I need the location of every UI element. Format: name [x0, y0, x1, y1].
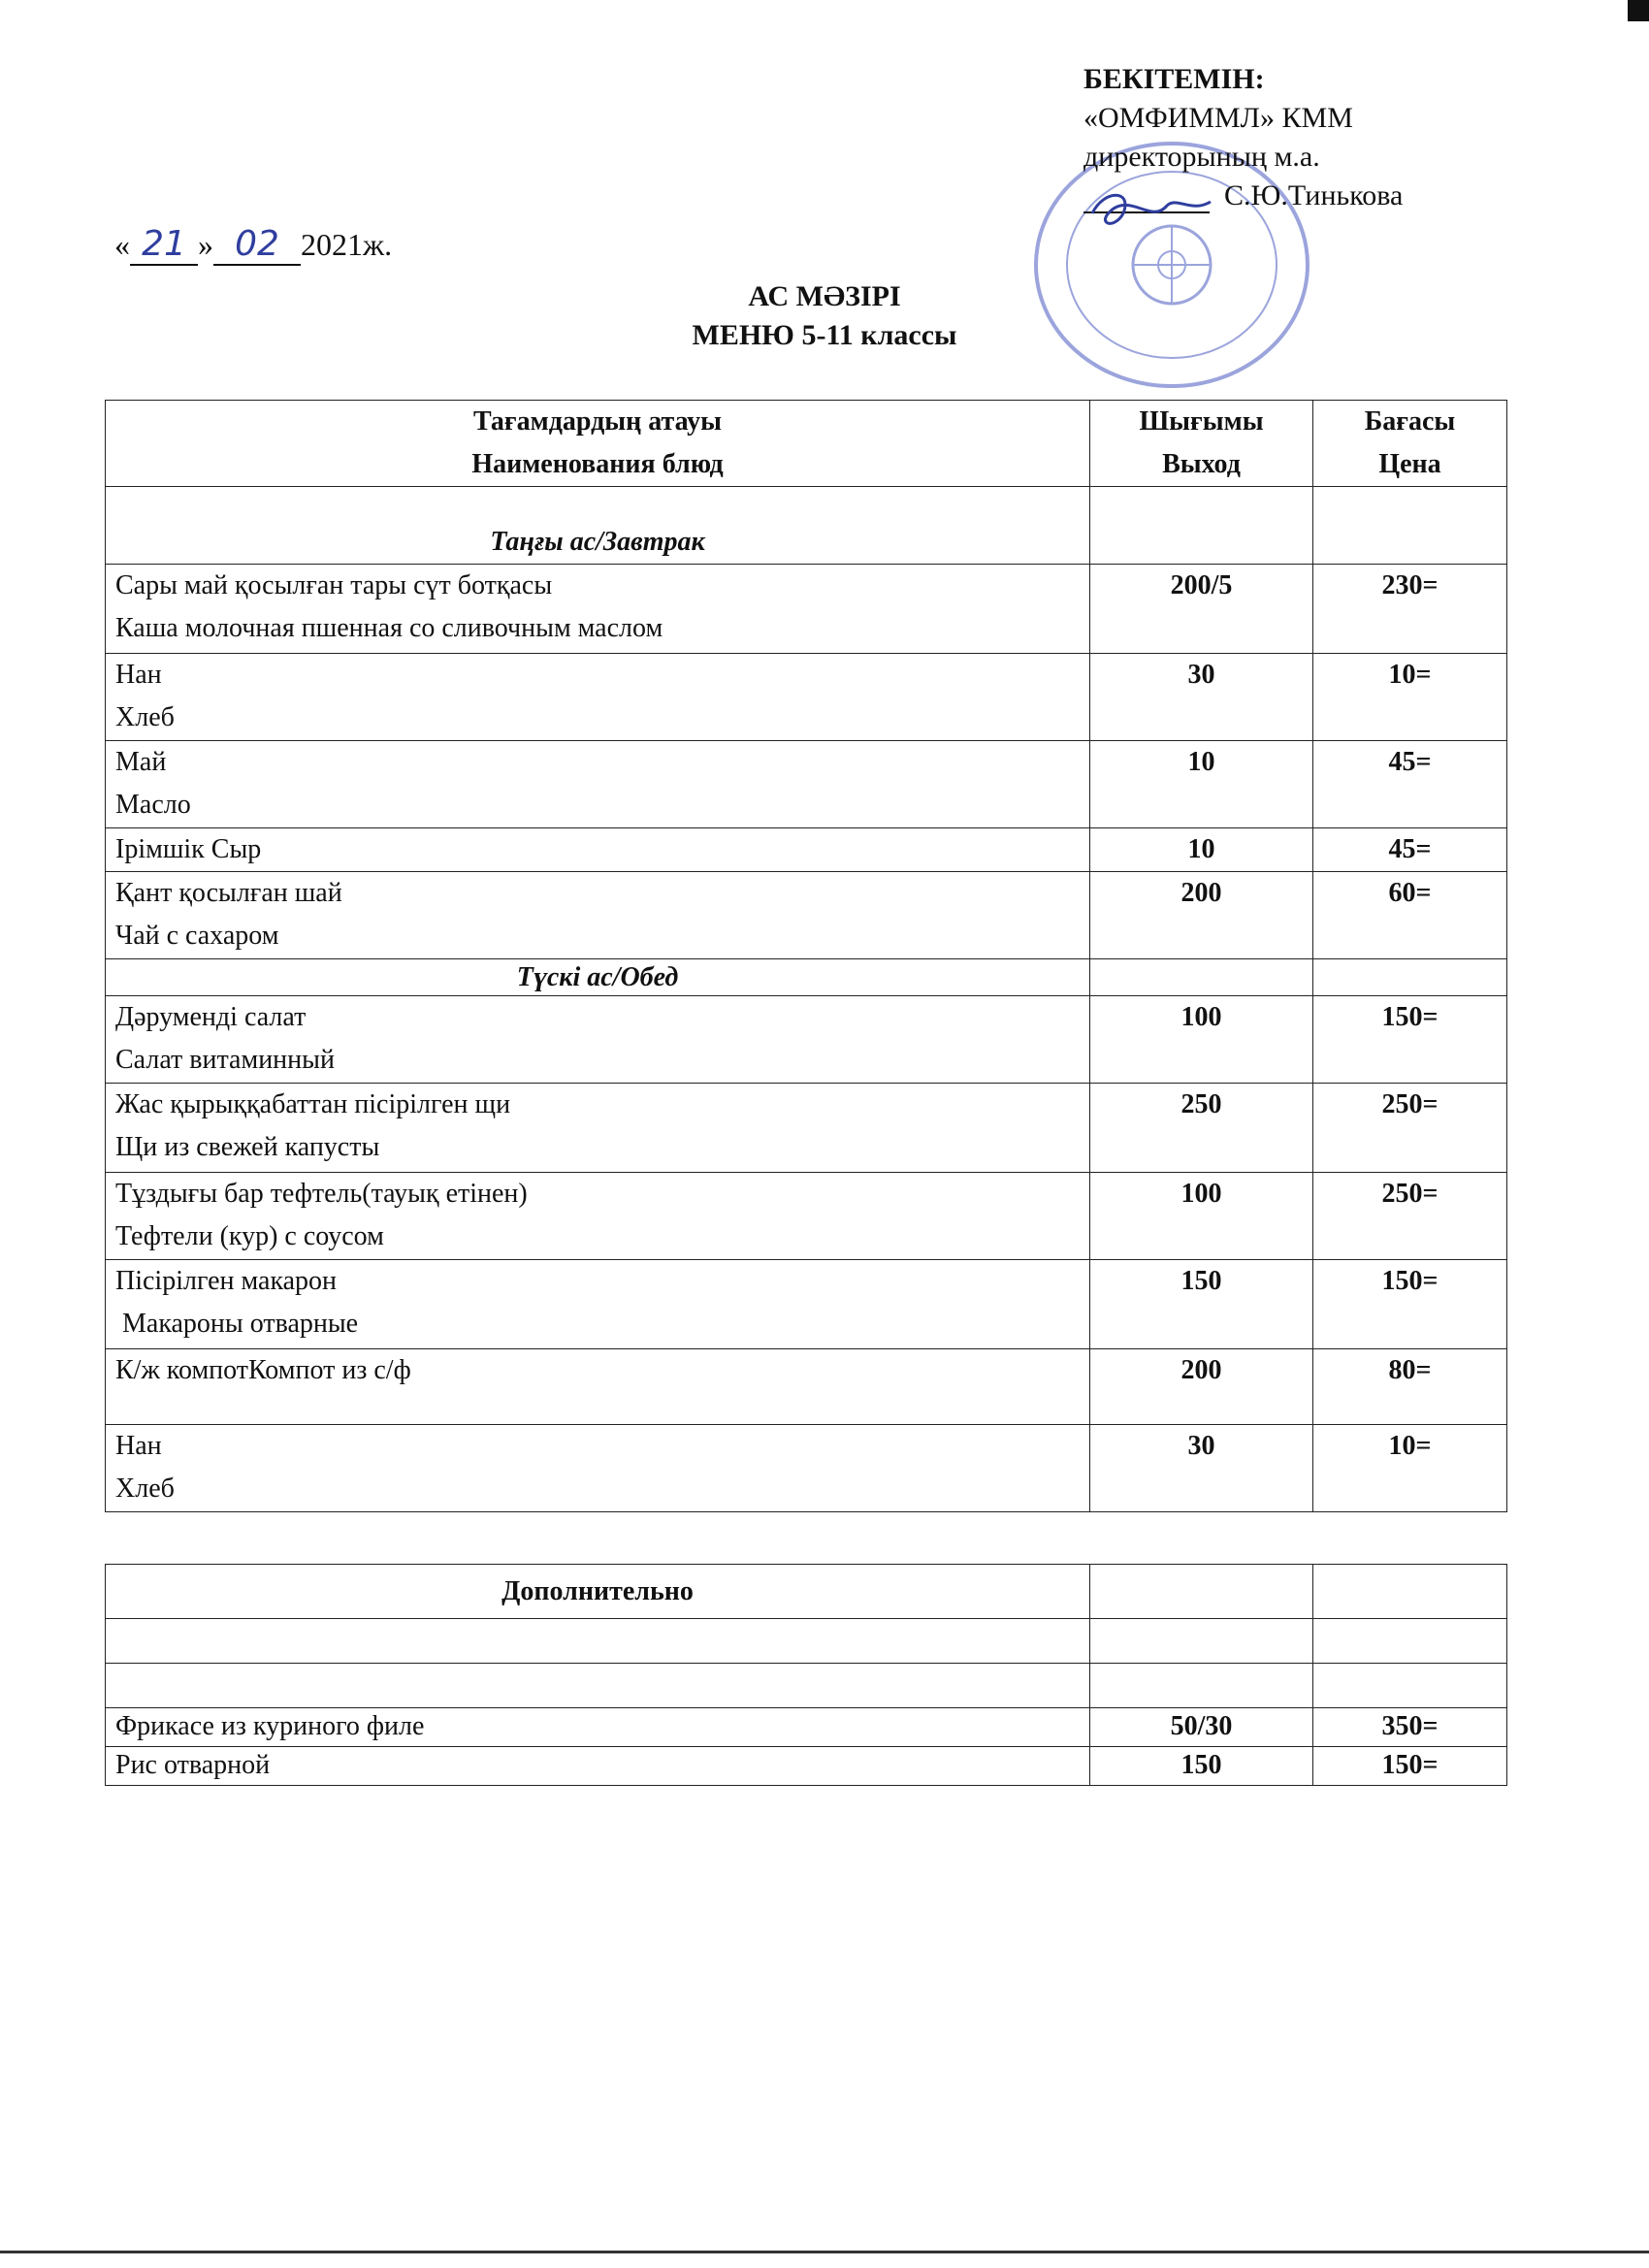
- table-row: [106, 828, 1507, 872]
- empty-cell: [1313, 1664, 1507, 1708]
- header-output-ru: Выход: [1162, 449, 1241, 479]
- title-kz: АС МӘЗІРІ: [748, 280, 901, 312]
- header-price: [1313, 401, 1507, 487]
- date-day: 21: [130, 225, 198, 266]
- empty-cell: [1313, 487, 1507, 565]
- dish-name-kz: Қант қосылған шай: [115, 878, 342, 908]
- extra-price: 150=: [1313, 1747, 1507, 1786]
- extra-header-label: Дополнительно: [106, 1565, 1090, 1619]
- dish-price: 150=: [1313, 996, 1507, 1084]
- extra-output: 150: [1090, 1747, 1313, 1786]
- extra-items: [106, 1708, 1507, 1786]
- table-row: [106, 565, 1507, 654]
- dish-name-cell: [106, 1349, 1090, 1425]
- dish-name-kz: Нан: [115, 1431, 162, 1461]
- header-output-kz: Шығымы: [1139, 406, 1264, 437]
- extra-empty-row: [106, 1664, 1507, 1708]
- dish-name-ru: Макароны отварные: [115, 1309, 359, 1339]
- dish-name-kz: Пісірілген макарон: [115, 1266, 338, 1296]
- dish-output: 200/5: [1090, 565, 1313, 654]
- extra-table: [105, 1564, 1507, 1786]
- table-row: [106, 872, 1507, 959]
- header-name-ru: Наименования блюд: [471, 449, 724, 479]
- handwritten-signature: [1084, 184, 1220, 233]
- scan-edge: [0, 2251, 1649, 2253]
- table-row: [106, 1349, 1507, 1425]
- dish-price: 10=: [1313, 1425, 1507, 1512]
- dish-name-kz: Тұздығы бар тефтель(тауық етінен): [115, 1179, 528, 1209]
- empty-cell: [1090, 1565, 1313, 1619]
- dish-output: 10: [1090, 741, 1313, 828]
- section-breakfast-label: Таңғы ас/Завтрак: [106, 487, 1090, 565]
- table-row: [106, 1260, 1507, 1349]
- dish-output: 100: [1090, 1173, 1313, 1260]
- table-row: [106, 1173, 1507, 1260]
- title-ru: МЕНЮ 5-11 классы: [692, 319, 957, 351]
- dish-name-cell: [106, 1425, 1090, 1512]
- dish-name-ru: Тефтели (кур) с соусом: [115, 1221, 384, 1251]
- dish-name-cell: [106, 654, 1090, 741]
- header-price-ru: Цена: [1378, 449, 1441, 479]
- empty-cell: [1313, 959, 1507, 996]
- extra-name: Фрикасе из куриного филе: [106, 1708, 1090, 1747]
- date-month: 02: [213, 225, 301, 266]
- dish-price: 45=: [1313, 741, 1507, 828]
- header-dish-name: [106, 401, 1090, 487]
- menu-table: [105, 400, 1507, 1512]
- dish-name-cell: [106, 1084, 1090, 1173]
- dish-name-kz: Май: [115, 747, 167, 777]
- date-open-quote: «: [114, 227, 130, 262]
- extra-price: 350=: [1313, 1708, 1507, 1747]
- empty-cell: [1090, 1619, 1313, 1664]
- table-row: [106, 1708, 1507, 1747]
- dish-output: 150: [1090, 1260, 1313, 1349]
- table-row: [106, 741, 1507, 828]
- dish-name-cell: [106, 1173, 1090, 1260]
- document-title: [0, 277, 1649, 355]
- dish-name-ru: Каша молочная пшенная со сливочным маслом: [115, 613, 663, 643]
- dish-output: 200: [1090, 1349, 1313, 1425]
- dish-name-ru: Хлеб: [115, 702, 175, 732]
- table-row: [106, 1425, 1507, 1512]
- dish-name-kz: К/ж компотКомпот из с/ф: [115, 1355, 411, 1385]
- dish-name-cell: [106, 828, 1090, 872]
- signer-name: С.Ю.Тинькова: [1224, 179, 1404, 211]
- table-header-row: [106, 401, 1507, 487]
- dish-name-kz: Ірімшік Сыр: [115, 834, 262, 864]
- dish-output: 30: [1090, 1425, 1313, 1512]
- dish-price: 250=: [1313, 1084, 1507, 1173]
- dish-name-ru: Хлеб: [115, 1474, 175, 1504]
- breakfast-items: [106, 565, 1507, 959]
- dish-price: 45=: [1313, 828, 1507, 872]
- empty-cell: [1313, 1565, 1507, 1619]
- dish-name-kz: Жас қырыққабаттан пісірілген щи: [115, 1089, 511, 1119]
- empty-cell: [1090, 959, 1313, 996]
- dish-price: 10=: [1313, 654, 1507, 741]
- dish-price: 60=: [1313, 872, 1507, 959]
- dish-output: 30: [1090, 654, 1313, 741]
- section-row-breakfast: [106, 487, 1507, 565]
- dish-name-kz: Сары май қосылған тары сүт ботқасы: [115, 570, 553, 600]
- extra-name: Рис отварной: [106, 1747, 1090, 1786]
- empty-cell: [1313, 1619, 1507, 1664]
- dish-price: 80=: [1313, 1349, 1507, 1425]
- header-name-kz: Тағамдардың атауы: [472, 406, 723, 437]
- extra-output: 50/30: [1090, 1708, 1313, 1747]
- dish-name-cell: [106, 1260, 1090, 1349]
- date-year: 2021ж.: [301, 227, 393, 262]
- extra-header-row: [106, 1565, 1507, 1619]
- dish-output: 200: [1090, 872, 1313, 959]
- empty-cell: [1090, 487, 1313, 565]
- table-row: [106, 1747, 1507, 1786]
- dish-name-ru: Чай с сахаром: [115, 921, 279, 951]
- dish-price: 150=: [1313, 1260, 1507, 1349]
- dish-price: 250=: [1313, 1173, 1507, 1260]
- table-row: [106, 654, 1507, 741]
- empty-cell: [106, 1664, 1090, 1708]
- dish-output: 10: [1090, 828, 1313, 872]
- dish-name-ru: Масло: [115, 790, 191, 820]
- date-close-quote: »: [198, 227, 213, 262]
- dish-output: 100: [1090, 996, 1313, 1084]
- table-row: [106, 1084, 1507, 1173]
- scan-corner: [1628, 0, 1649, 21]
- empty-cell: [106, 1619, 1090, 1664]
- dish-name-cell: [106, 872, 1090, 959]
- document-date: [114, 225, 392, 266]
- dish-name-cell: [106, 741, 1090, 828]
- dish-name-ru: Щи из свежей капусты: [115, 1132, 380, 1162]
- empty-cell: [1090, 1664, 1313, 1708]
- dish-price: 230=: [1313, 565, 1507, 654]
- dish-name-cell: [106, 996, 1090, 1084]
- dish-output: 250: [1090, 1084, 1313, 1173]
- lunch-items: [106, 996, 1507, 1512]
- dish-name-kz: Дәрумендi салат: [115, 1002, 307, 1032]
- dish-name-kz: Нан: [115, 660, 162, 690]
- approval-organization: «ОМФИММЛ» КММ: [1083, 102, 1353, 134]
- section-lunch-label: Түскі ас/Обед: [106, 959, 1090, 996]
- table-row: [106, 996, 1507, 1084]
- approval-heading: БЕКІТЕМІН:: [1083, 63, 1265, 95]
- dish-name-cell: [106, 565, 1090, 654]
- extra-empty-row: [106, 1619, 1507, 1664]
- header-output: [1090, 401, 1313, 487]
- approval-position: директорының м.а.: [1083, 141, 1320, 173]
- section-row-lunch: [106, 959, 1507, 996]
- header-price-kz: Бағасы: [1364, 406, 1456, 437]
- dish-name-ru: Салат витаминный: [115, 1045, 335, 1075]
